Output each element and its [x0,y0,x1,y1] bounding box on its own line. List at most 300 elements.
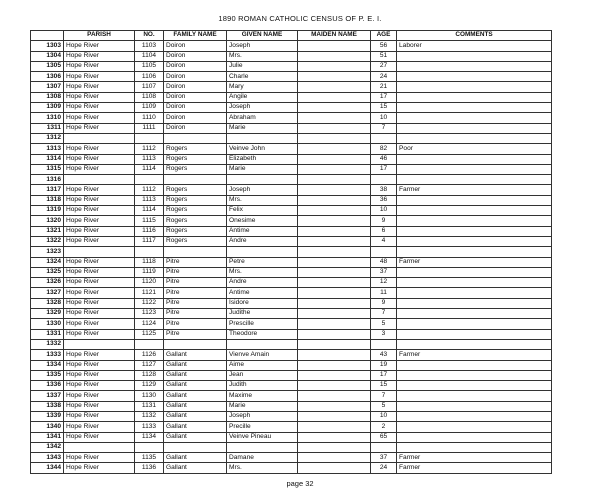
cell-family-name: Doiron [164,41,227,51]
cell-given-name: Marie [227,123,298,133]
cell-parish: Hope River [64,226,135,236]
cell-family-name: Doiron [164,113,227,123]
cell-comments: Poor [397,144,552,154]
cell-family-name: Doiron [164,51,227,61]
cell-age: 10 [371,113,397,123]
table-row [31,82,552,92]
cell-given-name: Damane [227,453,298,463]
cell-age: 17 [371,370,397,380]
cell-family-name [164,339,227,349]
cell-maiden-name [298,298,371,308]
cell-family-name: Doiron [164,92,227,102]
cell-maiden-name [298,175,371,185]
cell-parish: Hope River [64,360,135,370]
cell-row-number: 1330 [31,319,64,329]
cell-parish: Hope River [64,144,135,154]
cell-parish: Hope River [64,309,135,319]
cell-maiden-name [298,381,371,391]
cell-record-no: 1124 [135,319,164,329]
cell-row-number: 1314 [31,154,64,164]
cell-comments [397,164,552,174]
cell-given-name: Felix [227,206,298,216]
census-body [31,41,552,473]
cell-family-name: Pitre [164,267,227,277]
cell-given-name: Joseph [227,185,298,195]
cell-age: 19 [371,360,397,370]
cell-comments [397,195,552,205]
cell-parish: Hope River [64,103,135,113]
cell-family-name [164,247,227,257]
cell-parish: Hope River [64,164,135,174]
cell-record-no: 1103 [135,41,164,51]
table-row [31,72,552,82]
table-row [31,216,552,226]
page-title: 1890 ROMAN CATHOLIC CENSUS OF P. E. I. [218,14,382,23]
cell-record-no: 1119 [135,267,164,277]
cell-record-no: 1122 [135,298,164,308]
cell-comments: Farmer [397,463,552,473]
cell-given-name: Mrs. [227,267,298,277]
cell-record-no: 1132 [135,411,164,421]
cell-given-name: Maxime [227,391,298,401]
cell-age: 12 [371,278,397,288]
table-row [31,195,552,205]
table-row [31,257,552,267]
cell-parish: Hope River [64,370,135,380]
table-row [31,123,552,133]
cell-given-name: Veinve Pineau [227,432,298,442]
cell-given-name: Andre [227,236,298,246]
cell-maiden-name [298,123,371,133]
cell-record-no: 1134 [135,432,164,442]
cell-age: 65 [371,432,397,442]
cell-maiden-name [298,103,371,113]
cell-comments [397,236,552,246]
cell-given-name: Antime [227,226,298,236]
cell-parish [64,339,135,349]
cell-row-number: 1317 [31,185,64,195]
table-row [31,442,552,452]
cell-comments: Farmer [397,185,552,195]
cell-comments [397,51,552,61]
cell-age [371,175,397,185]
cell-comments [397,133,552,143]
census-table [30,30,552,474]
cell-maiden-name [298,82,371,92]
cell-row-number: 1342 [31,442,64,452]
cell-family-name [164,133,227,143]
cell-given-name: Jean [227,370,298,380]
cell-row-number: 1310 [31,113,64,123]
cell-record-no: 1125 [135,329,164,339]
table-row [31,319,552,329]
cell-given-name: Mrs. [227,463,298,473]
cell-record-no: 1136 [135,463,164,473]
cell-parish: Hope River [64,267,135,277]
cell-maiden-name [298,185,371,195]
cell-age: 27 [371,61,397,71]
cell-age: 24 [371,72,397,82]
cell-family-name: Gallant [164,360,227,370]
cell-family-name: Rogers [164,164,227,174]
cell-age: 10 [371,411,397,421]
cell-family-name: Gallant [164,411,227,421]
cell-maiden-name [298,92,371,102]
table-row [31,113,552,123]
cell-record-no: 1117 [135,236,164,246]
cell-family-name: Doiron [164,103,227,113]
cell-maiden-name [298,339,371,349]
cell-row-number: 1325 [31,267,64,277]
cell-parish: Hope River [64,113,135,123]
cell-age: 7 [371,309,397,319]
cell-maiden-name [298,329,371,339]
cell-given-name: Joseph [227,41,298,51]
cell-record-no: 1120 [135,278,164,288]
cell-given-name [227,339,298,349]
cell-comments [397,154,552,164]
cell-comments [397,319,552,329]
cell-comments [397,329,552,339]
cell-parish: Hope River [64,463,135,473]
cell-comments [397,278,552,288]
cell-age: 56 [371,41,397,51]
table-row [31,401,552,411]
cell-age: 38 [371,185,397,195]
cell-record-no: 1131 [135,401,164,411]
cell-family-name: Gallant [164,391,227,401]
table-row [31,339,552,349]
cell-row-number: 1343 [31,453,64,463]
cell-given-name: Precille [227,422,298,432]
cell-family-name: Doiron [164,61,227,71]
cell-parish: Hope River [64,185,135,195]
cell-parish [64,442,135,452]
cell-parish: Hope River [64,453,135,463]
cell-record-no: 1112 [135,144,164,154]
cell-given-name: Marie [227,401,298,411]
cell-parish: Hope River [64,381,135,391]
cell-row-number: 1318 [31,195,64,205]
cell-parish: Hope River [64,350,135,360]
cell-row-number: 1316 [31,175,64,185]
cell-age: 7 [371,391,397,401]
table-row [31,329,552,339]
cell-record-no: 1118 [135,257,164,267]
table-row [31,175,552,185]
cell-age: 6 [371,226,397,236]
cell-row-number: 1328 [31,298,64,308]
cell-age: 7 [371,123,397,133]
cell-age: 48 [371,257,397,267]
cell-maiden-name [298,133,371,143]
cell-age [371,133,397,143]
cell-given-name [227,175,298,185]
cell-row-number: 1322 [31,236,64,246]
cell-comments: Farmer [397,257,552,267]
cell-record-no: 1113 [135,195,164,205]
cell-row-number: 1338 [31,401,64,411]
cell-comments [397,216,552,226]
cell-parish: Hope River [64,51,135,61]
cell-given-name: Marie [227,164,298,174]
col-header-maiden-name: MAIDEN NAME [298,31,371,41]
cell-comments [397,92,552,102]
cell-comments [397,206,552,216]
cell-family-name: Gallant [164,370,227,380]
cell-row-number: 1304 [31,51,64,61]
cell-given-name: Theodore [227,329,298,339]
cell-comments [397,61,552,71]
cell-family-name: Pitre [164,298,227,308]
table-row [31,360,552,370]
cell-comments [397,391,552,401]
col-header-comments: COMMENTS [397,31,552,41]
table-row [31,247,552,257]
cell-maiden-name [298,164,371,174]
cell-comments [397,82,552,92]
col-header-row-number [31,31,64,41]
cell-row-number: 1307 [31,82,64,92]
cell-parish: Hope River [64,257,135,267]
cell-record-no [135,247,164,257]
cell-age: 3 [371,329,397,339]
table-row [31,288,552,298]
table-row [31,381,552,391]
table-row [31,422,552,432]
col-header-family-name: FAMILY NAME [164,31,227,41]
cell-maiden-name [298,154,371,164]
cell-maiden-name [298,350,371,360]
cell-family-name: Gallant [164,350,227,360]
cell-record-no: 1116 [135,226,164,236]
cell-row-number: 1319 [31,206,64,216]
cell-family-name: Gallant [164,401,227,411]
cell-row-number: 1312 [31,133,64,143]
cell-comments: Laborer [397,41,552,51]
cell-family-name: Rogers [164,195,227,205]
cell-comments [397,422,552,432]
cell-maiden-name [298,206,371,216]
cell-row-number: 1320 [31,216,64,226]
cell-row-number: 1340 [31,422,64,432]
cell-given-name: Judith [227,381,298,391]
cell-comments [397,298,552,308]
cell-record-no: 1128 [135,370,164,380]
table-row [31,92,552,102]
header-row [31,31,552,41]
cell-parish: Hope River [64,391,135,401]
cell-comments [397,442,552,452]
cell-maiden-name [298,411,371,421]
cell-age: 2 [371,422,397,432]
cell-maiden-name [298,319,371,329]
cell-parish: Hope River [64,61,135,71]
cell-given-name: Onesime [227,216,298,226]
cell-family-name: Gallant [164,381,227,391]
cell-record-no: 1110 [135,113,164,123]
cell-maiden-name [298,453,371,463]
cell-maiden-name [298,422,371,432]
cell-comments [397,381,552,391]
cell-record-no: 1126 [135,350,164,360]
cell-record-no: 1113 [135,154,164,164]
cell-comments [397,339,552,349]
cell-family-name [164,175,227,185]
cell-maiden-name [298,72,371,82]
cell-given-name: Andre [227,278,298,288]
cell-parish: Hope River [64,154,135,164]
cell-parish: Hope River [64,123,135,133]
cell-family-name: Gallant [164,463,227,473]
cell-row-number: 1308 [31,92,64,102]
cell-family-name: Pitre [164,329,227,339]
cell-parish [64,247,135,257]
col-header-no: NO. [135,31,164,41]
table-row [31,391,552,401]
cell-given-name: Antime [227,288,298,298]
cell-record-no: 1130 [135,391,164,401]
cell-age: 36 [371,195,397,205]
cell-comments [397,309,552,319]
cell-parish: Hope River [64,216,135,226]
cell-age: 11 [371,288,397,298]
cell-family-name: Pitre [164,257,227,267]
cell-parish: Hope River [64,206,135,216]
cell-family-name: Rogers [164,185,227,195]
table-row [31,298,552,308]
table-row [31,267,552,277]
cell-comments [397,103,552,113]
cell-given-name: Mrs. [227,195,298,205]
cell-row-number: 1341 [31,432,64,442]
cell-row-number: 1309 [31,103,64,113]
cell-given-name: Veinve John [227,144,298,154]
cell-age: 15 [371,381,397,391]
cell-record-no [135,339,164,349]
cell-comments [397,401,552,411]
table-row [31,278,552,288]
cell-comments [397,370,552,380]
cell-family-name: Rogers [164,236,227,246]
cell-row-number: 1339 [31,411,64,421]
table-row [31,453,552,463]
cell-maiden-name [298,247,371,257]
cell-record-no: 1115 [135,216,164,226]
cell-row-number: 1344 [31,463,64,473]
cell-record-no: 1121 [135,288,164,298]
cell-age: 15 [371,103,397,113]
table-row [31,41,552,51]
cell-parish: Hope River [64,329,135,339]
cell-given-name [227,442,298,452]
cell-row-number: 1332 [31,339,64,349]
cell-comments [397,72,552,82]
cell-parish: Hope River [64,411,135,421]
cell-maiden-name [298,195,371,205]
cell-family-name: Doiron [164,82,227,92]
cell-parish: Hope River [64,236,135,246]
cell-family-name: Pitre [164,288,227,298]
cell-record-no: 1105 [135,61,164,71]
cell-age: 9 [371,216,397,226]
table-row [31,411,552,421]
cell-age: 10 [371,206,397,216]
cell-row-number: 1303 [31,41,64,51]
cell-age: 51 [371,51,397,61]
cell-given-name [227,133,298,143]
cell-row-number: 1313 [31,144,64,154]
cell-family-name: Pitre [164,309,227,319]
cell-maiden-name [298,463,371,473]
cell-given-name: Abraham [227,113,298,123]
cell-comments: Farmer [397,350,552,360]
cell-maiden-name [298,226,371,236]
cell-maiden-name [298,51,371,61]
cell-family-name: Rogers [164,206,227,216]
cell-given-name: Petre [227,257,298,267]
cell-parish: Hope River [64,41,135,51]
cell-parish: Hope River [64,92,135,102]
cell-parish: Hope River [64,195,135,205]
table-row [31,206,552,216]
cell-maiden-name [298,41,371,51]
cell-age: 5 [371,401,397,411]
cell-maiden-name [298,236,371,246]
cell-age: 46 [371,154,397,164]
table-row [31,133,552,143]
cell-given-name: Elizabeth [227,154,298,164]
cell-maiden-name [298,391,371,401]
cell-age: 37 [371,453,397,463]
cell-given-name: Mary [227,82,298,92]
cell-age: 37 [371,267,397,277]
cell-age [371,339,397,349]
col-header-parish: PARISH [64,31,135,41]
cell-family-name [164,442,227,452]
table-row [31,370,552,380]
table-row [31,350,552,360]
cell-maiden-name [298,216,371,226]
cell-family-name: Gallant [164,422,227,432]
cell-parish: Hope River [64,432,135,442]
cell-parish [64,175,135,185]
cell-record-no: 1112 [135,185,164,195]
page-number: page 32 [286,479,314,488]
cell-record-no [135,442,164,452]
cell-maiden-name [298,288,371,298]
table-row [31,103,552,113]
table-row [31,463,552,473]
cell-age: 24 [371,463,397,473]
cell-comments [397,288,552,298]
cell-parish: Hope River [64,82,135,92]
cell-maiden-name [298,370,371,380]
col-header-age: AGE [371,31,397,41]
cell-parish [64,133,135,143]
cell-given-name: Julie [227,61,298,71]
cell-maiden-name [298,360,371,370]
cell-row-number: 1321 [31,226,64,236]
cell-row-number: 1311 [31,123,64,133]
cell-age: 43 [371,350,397,360]
cell-maiden-name [298,61,371,71]
cell-parish: Hope River [64,298,135,308]
cell-comments: Farmer [397,453,552,463]
cell-given-name: Charle [227,72,298,82]
cell-family-name: Rogers [164,226,227,236]
cell-parish: Hope River [64,422,135,432]
